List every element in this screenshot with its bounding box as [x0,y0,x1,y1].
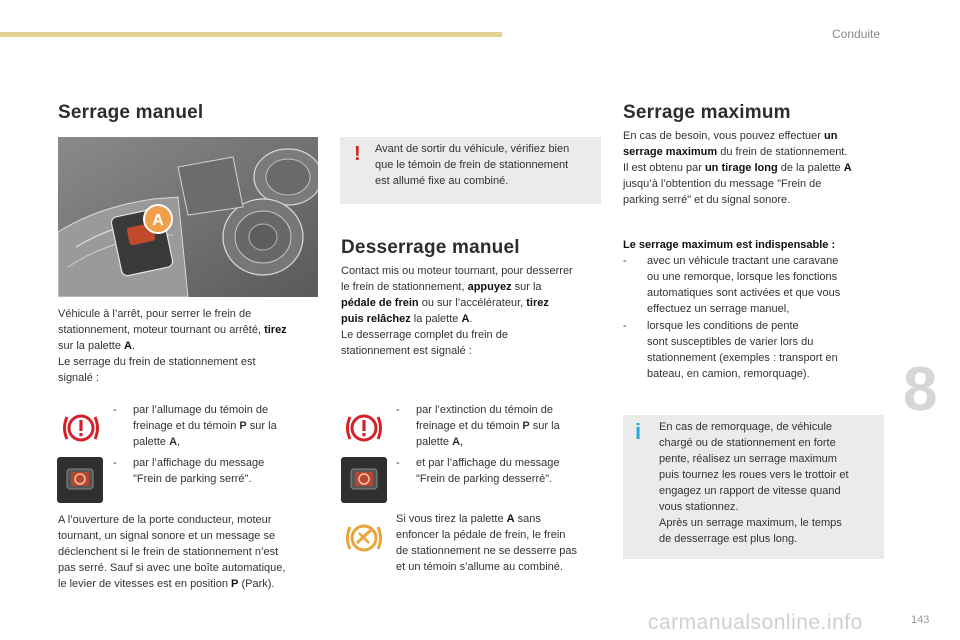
info-text: En cas de remorquage, de véhicule chargé ou de stationnement en forte pente, réalisez un serrage maximum puis tournez les roues vers le trottoir et engagez un rapport de vitesse quand vous stationnez. Après un serrage maximum, le temps de desserrage est plus long. [659,421,849,545]
parking-switch-icon [341,457,387,503]
header-accent-bar [0,32,502,37]
middle-bullet-2: - et par l’affichage du message "Frein de parking desserré". [396,457,560,485]
parking-switch-icon [57,457,103,503]
left-intro: Véhicule à l’arrêt, pour serrer le frein de stationnement, moteur tournant ou arrêté, tirez sur la palette A. Le serrage du frein de stationnement est signalé : [58,308,287,384]
warning-box [340,137,601,204]
right-subheading: Le serrage maximum est indispensable : [623,239,836,251]
warning-icon: ! [354,143,361,165]
heading-serrage-manuel: Serrage manuel [58,102,204,123]
heading-serrage-maximum: Serrage maximum [623,102,791,123]
middle-intro: Contact mis ou moteur tournant, pour desserrer le frein de stationnement, appuyez sur la pédale de frein ou sur l’accélérateur, tirez puis relâchez la palette A. Le desserrage complet du frein de stationnement est signalé : [341,265,573,357]
brake-warning-icon [344,408,384,448]
right-intro: En cas de besoin, vous pouvez effectuer un serrage maximum du frein de stationnement. Il est obtenu par un tirage long de la palette A jusqu’à l’obtention du message "Frein de parking serré" et du signal sonore. [623,130,852,206]
warning-text: Avant de sortir du véhicule, vérifiez bien que le témoin de frein de stationnement est allumé fixe au combiné. [375,143,570,187]
page-number: 143 [911,614,930,626]
right-bullet-1: - avec un véhicule tractant une caravane ou une remorque, lorsque les fonctions automatiques sont activées et que vous effectuez un serrage manuel, [623,255,841,315]
chapter-number: 8 [903,355,938,424]
brake-fault-icon [344,518,384,558]
heading-desserrage-manuel: Desserrage manuel [341,237,520,258]
parking-brake-photo [58,137,318,297]
brake-warning-icon [61,408,101,448]
middle-fault-text: Si vous tirez la palette A sans enfoncer la pédale de frein, le frein de stationnement ne se desserre pas et un témoin s’allume au combiné. [396,513,578,573]
middle-bullet-1: - par l’extinction du témoin de freinage et du témoin P sur la palette A, [396,404,560,448]
photo-callout-a: A [152,212,164,229]
info-icon: i [635,419,642,444]
left-bullet-2: - par l’affichage du message "Frein de parking serré". [113,457,265,485]
right-bullet-2: - lorsque les conditions de pente sont susceptibles de varier lors du stationnement (exemples : transport en bateau, en camion, remorquage). [623,320,838,380]
section-title: Conduite [832,27,881,41]
watermark: carmanualsonline.info [648,611,863,634]
info-box [623,415,884,559]
left-bullet-1: - par l’allumage du témoin de freinage et du témoin P sur la palette A, [113,404,277,448]
left-footer: A l’ouverture de la porte conducteur, moteur tournant, un signal sonore et un message se déclenchent si le frein de stationnement n’est pas serré. Sauf si avec une boîte automatique, le levier de vitesses est en position P (Park). [58,514,286,590]
